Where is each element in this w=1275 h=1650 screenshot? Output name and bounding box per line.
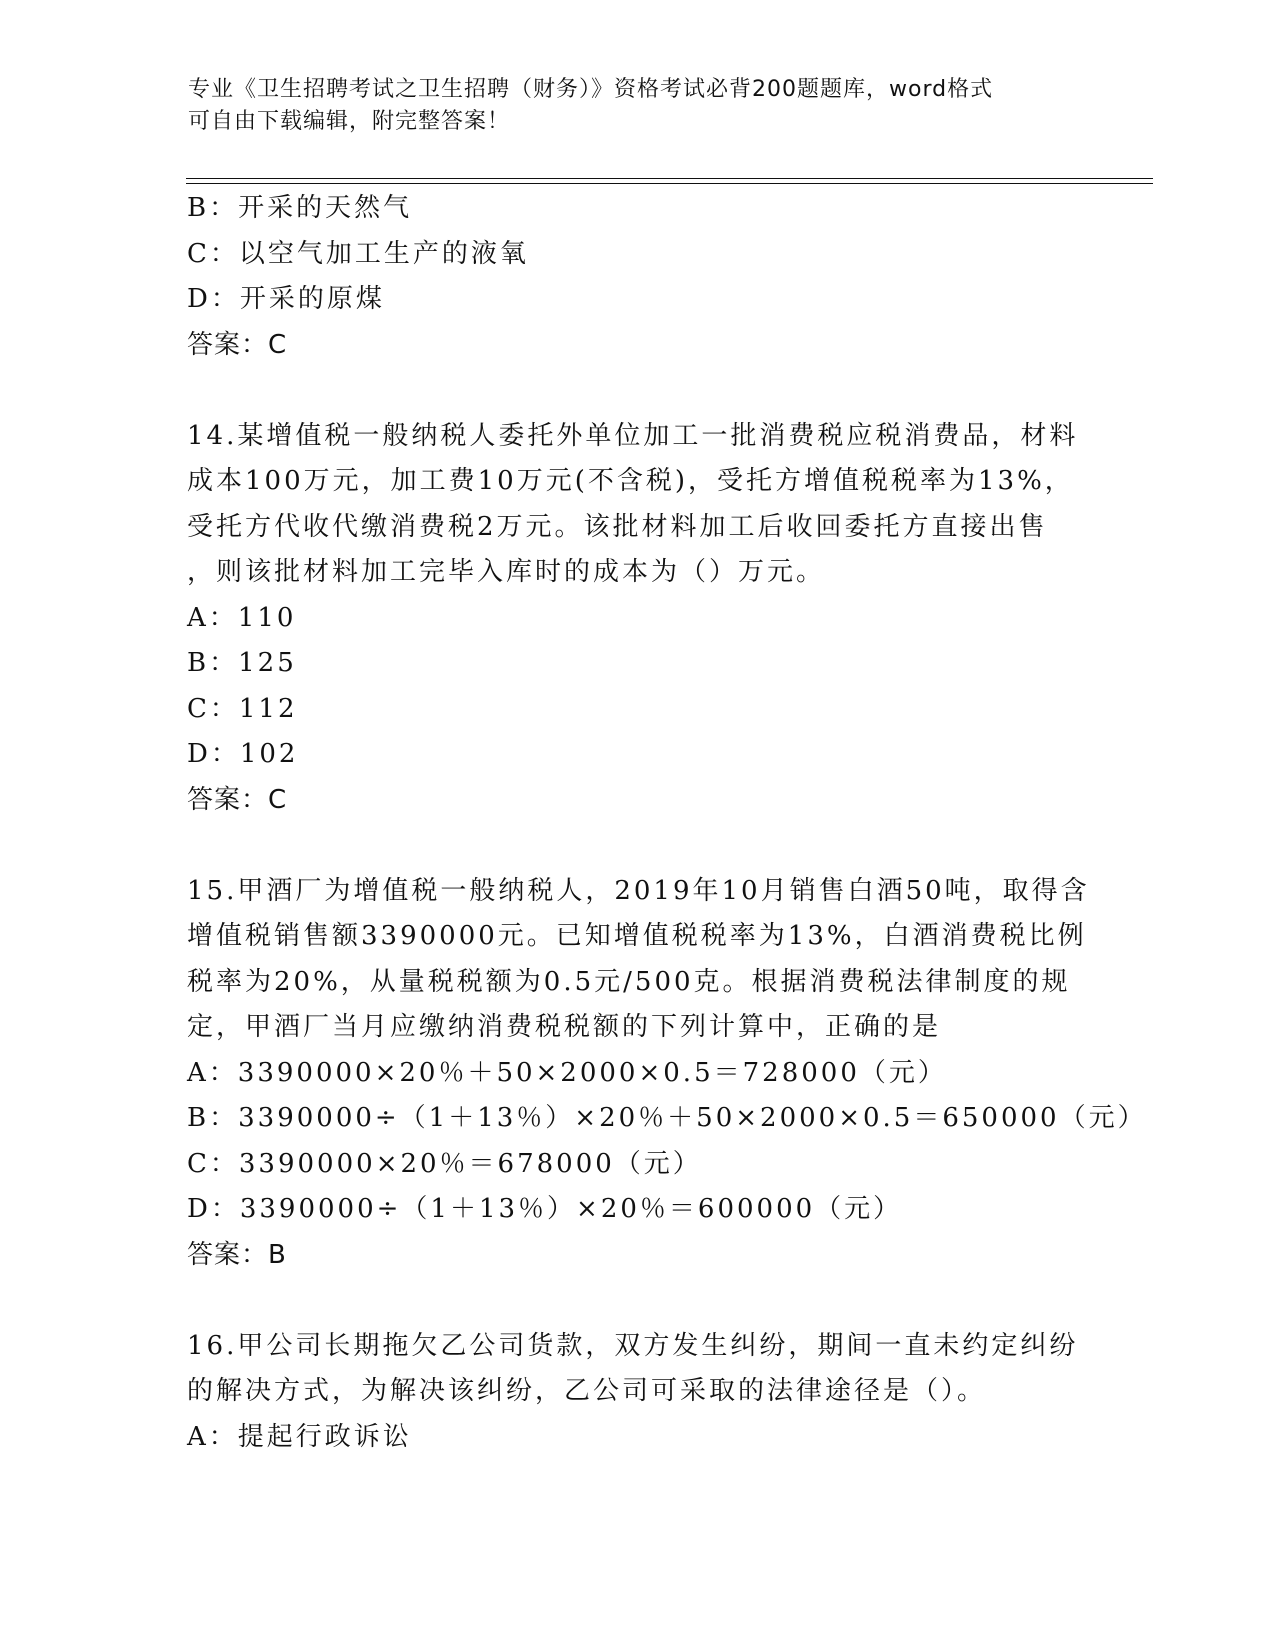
- option-b: B：开采的天然气: [187, 193, 413, 223]
- answer-line: 答案：C: [187, 329, 288, 360]
- option-a: A：110: [187, 602, 297, 633]
- question-text-line: 的解决方式，为解决该纠纷，乙公司可采取的法律途径是（）。: [187, 1376, 987, 1406]
- document-header: [188, 74, 1088, 138]
- question-text-line: 成本100万元，加工费10万元(不含税)，受托方增值税税率为13%，: [187, 466, 1074, 496]
- header-divider-bottom: [186, 183, 1153, 184]
- option-d: D：3390000÷（1＋13％）×20％＝600000（元）: [187, 1194, 903, 1224]
- question-text-line: 定，甲酒厂当月应缴纳消费税税额的下列计算中，正确的是: [187, 1012, 942, 1042]
- option-c: C：以空气加工生产的液氧: [187, 238, 529, 269]
- option-a: A：3390000×20％＋50×2000×0.5＝728000（元）: [187, 1057, 947, 1088]
- option-a: A：提起行政诉讼: [187, 1421, 412, 1452]
- question-16: [187, 1324, 1087, 1461]
- question-text-line: 15.甲酒厂为增值税一般纳税人，2019年10月销售白酒50吨，取得含: [187, 875, 1090, 906]
- option-c: C：112: [187, 693, 298, 724]
- spacer: [187, 823, 1087, 869]
- header-line-1: 专业《卫生招聘考试之卫生招聘（财务）》资格考试必背200题题库，word格式: [188, 77, 994, 102]
- option-d: D：102: [187, 739, 299, 769]
- question-text-line: 税率为20%，从量税税额为0.5元/500克。根据消费税法律制度的规: [187, 966, 1071, 997]
- question-14: [187, 414, 1087, 824]
- previous-question: [187, 186, 1087, 368]
- document-body: [187, 186, 1147, 1460]
- spacer: [187, 368, 1087, 414]
- header-divider-top: [186, 178, 1153, 179]
- question-text-line: 增值税销售额3390000元。已知增值税税率为13%，白酒消费税比例: [187, 921, 1087, 951]
- answer-line: 答案：B: [187, 1239, 287, 1270]
- answer-line: 答案：C: [187, 784, 288, 815]
- option-b: B：125: [187, 648, 297, 678]
- option-b: B：3390000÷（1＋13％）×20％＋50×2000×0.5＝650000（元）: [187, 1103, 1147, 1133]
- spacer: [187, 1278, 1087, 1324]
- option-c: C：3390000×20％＝678000（元）: [187, 1148, 702, 1179]
- question-text-line: 16.甲公司长期拖欠乙公司货款，双方发生纠纷，期间一直未约定纠纷: [187, 1330, 1079, 1361]
- question-text-line: 14.某增值税一般纳税人委托外单位加工一批消费税应税消费品，材料: [187, 420, 1079, 451]
- option-d: D：开采的原煤: [187, 284, 385, 314]
- question-15: [187, 869, 1147, 1279]
- question-text-line: ，则该批材料加工完毕入库时的成本为（）万元。: [187, 557, 826, 587]
- question-text-line: 受托方代收代缴消费税2万元。该批材料加工后收回委托方直接出售: [187, 511, 1048, 542]
- header-line-2: 可自由下载编辑，附完整答案！: [188, 109, 511, 134]
